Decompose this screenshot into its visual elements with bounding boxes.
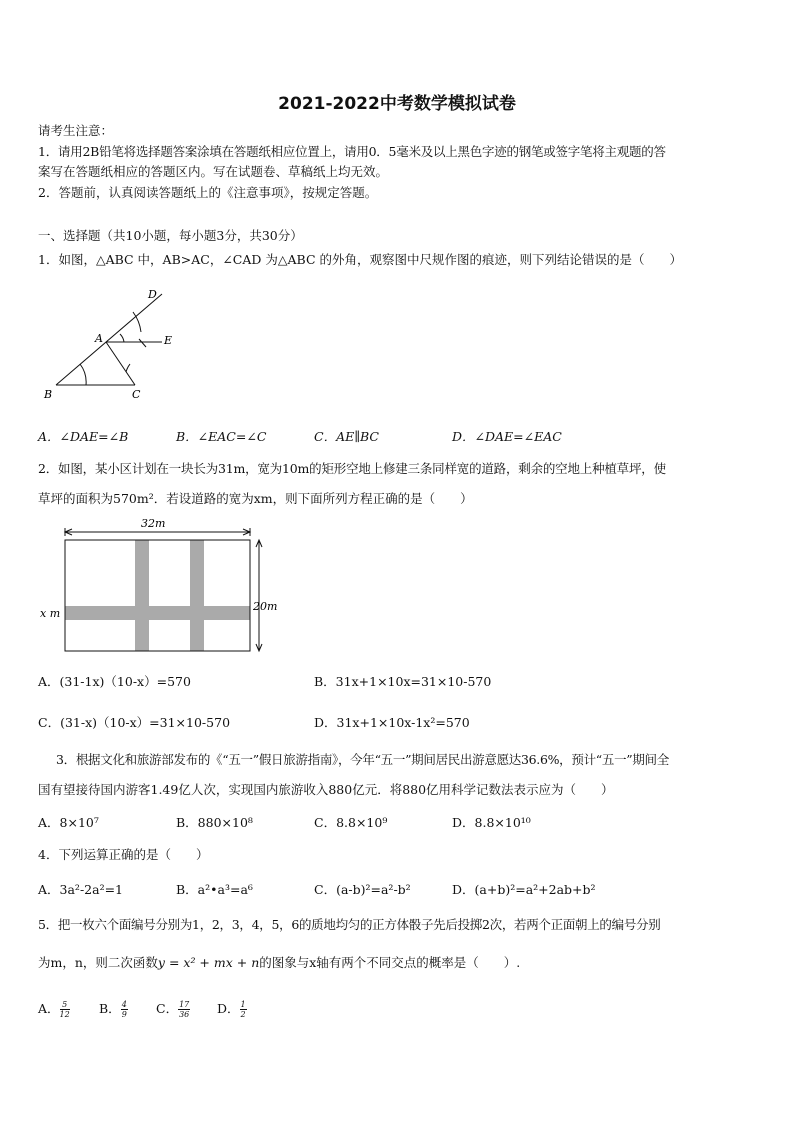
label-e: E [164, 334, 173, 347]
q3-stem-b: 国有望接待国内游客1.49亿人次，实现国内旅游收入880亿元．将880亿用科学记数法表示应为（ ） [38, 782, 614, 797]
q2-stem-a: 2．如图，某小区计划在一块长为31m，宽为10m的矩形空地上修建三条同样宽的道路，剩余的空地上种植草坪，使 [38, 461, 666, 476]
q1-option-b[interactable]: B．∠EAC=∠C [176, 429, 267, 444]
q5-option-b[interactable]: B． $\frac{4}{9}$ [99, 1000, 127, 1019]
label-b: B [44, 388, 53, 401]
label-c: C [132, 388, 141, 401]
q5-formula: y = x² + mx + n [157, 955, 260, 970]
fraction: $\frac{5}{12}$ [59, 1000, 70, 1019]
q5-option-c[interactable]: C． $\frac{17}{36}$ [156, 1000, 190, 1019]
arc-a [120, 334, 124, 342]
q4-option-d[interactable]: D．(a+b)²=a²+2ab+b² [452, 882, 596, 897]
label-road-width: x m [40, 607, 61, 620]
q2-figure [38, 512, 278, 657]
line-bd [56, 294, 162, 385]
fraction: $\frac{4}{9}$ [121, 1000, 127, 1019]
q3-option-a[interactable]: A．8×10⁷ [38, 815, 99, 830]
q1-option-a[interactable]: A．∠DAE=∠B [38, 429, 129, 444]
q3-option-d[interactable]: D．8.8×10¹⁰ [452, 815, 531, 830]
road-vertical-2 [190, 540, 204, 651]
fraction: $\frac{1}{2}$ [240, 1000, 246, 1019]
notice-line-1b: 案写在答题纸相应的答题区内。写在试题卷、草稿纸上均无效。 [38, 164, 389, 179]
field-rect [65, 540, 250, 651]
q3-option-b[interactable]: B．880×10⁸ [176, 815, 253, 830]
q5-stem-b [38, 953, 520, 971]
q4-option-c[interactable]: C．(a-b)²=a²-b² [314, 882, 411, 897]
road-horizontal [65, 606, 250, 620]
exam-title: 2021-2022中考数学模拟试卷 [278, 94, 516, 114]
q2-option-a[interactable]: A．(31-1x)（10-x）=570 [38, 674, 191, 689]
q4-stem: 4．下列运算正确的是（ ） [38, 847, 209, 862]
fraction: $\frac{17}{36}$ [179, 1000, 190, 1019]
tick-e [139, 339, 146, 347]
label-d: D [148, 288, 157, 301]
section-heading: 一、选择题（共10小题，每小题3分，共30分） [38, 228, 303, 243]
label-length: 32m [141, 517, 166, 530]
arc-b [80, 364, 86, 385]
q3-option-c[interactable]: C．8.8×10⁹ [314, 815, 388, 830]
label-width: 20m [253, 600, 278, 613]
q1-option-d[interactable]: D．∠DAE=∠EAC [452, 429, 562, 444]
q5-option-d[interactable]: D． $\frac{1}{2}$ [217, 1000, 246, 1019]
q1-figure [38, 284, 188, 406]
q5-stem-a: 5．把一枚六个面编号分别为1，2，3，4，5，6的质地均匀的正方体骰子先后投掷2次，若两个正面朝上的编号分别 [38, 917, 661, 932]
q2-option-c[interactable]: C．(31-x)（10-x）=31×10-570 [38, 715, 231, 730]
q5-stem-b2: 的图象与x轴有两个不同交点的概率是（ ）. [259, 955, 521, 970]
q1-stem: 1．如图，△ABC 中，AB>AC，∠CAD 为△ABC 的外角，观察图中尺规作图的痕迹，则下列结论错误的是（ ） [38, 252, 682, 267]
q2-option-d[interactable]: D．31x+1×10x-1x²=570 [314, 715, 470, 730]
q4-option-a[interactable]: A．3a²-2a²=1 [38, 882, 124, 897]
q3-stem-a: 3．根据文化和旅游部发布的《“五一”假日旅游指南》，今年“五一”期间居民出游意愿达36.6%，预计“五一”期间全 [56, 752, 669, 767]
q4-option-b[interactable]: B．a²•a³=a⁶ [176, 882, 253, 897]
road-vertical-1 [135, 540, 149, 651]
q1-option-c[interactable]: C．AE∥BC [314, 429, 379, 444]
notice-line-1a: 1．请用2B铅笔将选择题答案涂填在答题纸相应位置上，请用0．5毫米及以上黑色字迹的钢笔或签字笔将主观题的答 [38, 144, 666, 159]
q2-stem-b: 草坪的面积为570m²．若设道路的宽为xm，则下面所列方程正确的是（ ） [38, 491, 473, 506]
line-ac [106, 342, 135, 385]
q5-stem-b1: 为m，n，则二次函数 [38, 955, 158, 970]
q2-option-b[interactable]: B．31x+1×10x=31×10-570 [314, 674, 492, 689]
q5-option-a[interactable]: A． $\frac{5}{12}$ [38, 1000, 70, 1019]
label-a: A [95, 332, 103, 345]
notice-line-2: 2．答题前，认真阅读答题纸上的《注意事项》，按规定答题。 [38, 185, 378, 200]
notice-heading: 请考生注意： [38, 123, 114, 138]
arc-c [126, 364, 130, 372]
